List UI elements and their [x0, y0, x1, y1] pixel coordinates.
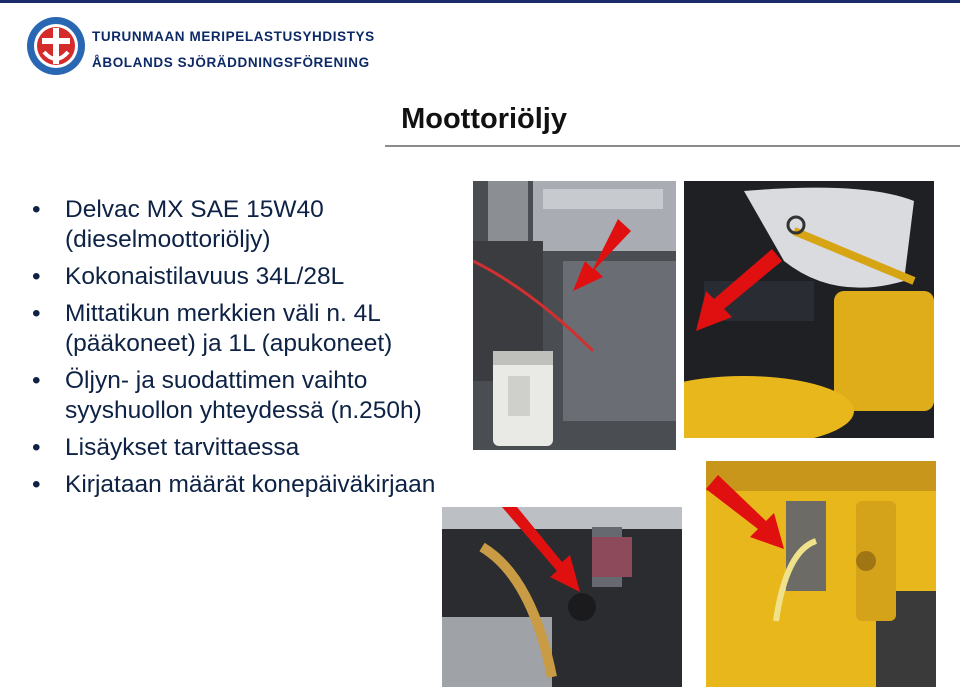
title-divider	[385, 145, 960, 147]
top-rule	[0, 0, 960, 3]
bullet-text: Öljyn- ja suodattimen vaihto syyshuollon yhteydessä (n.250h)	[65, 367, 422, 424]
photo-auxiliary-engine	[442, 507, 682, 687]
bullet-icon: •	[32, 367, 41, 394]
bullet-item	[26, 433, 466, 463]
bullet-item	[26, 299, 466, 359]
photo-yellow-engine-dipstick	[706, 461, 936, 687]
photo-dipstick-close-up	[684, 181, 934, 438]
bullet-item	[26, 470, 466, 500]
bullet-list	[26, 195, 466, 507]
bullet-text: Kokonaistilavuus 34L/28L	[65, 263, 345, 290]
bullet-icon: •	[32, 196, 41, 223]
org-name-finnish: TURUNMAAN MERIPELASTUSYHDISTYS	[92, 29, 375, 44]
bullet-icon: •	[32, 300, 41, 327]
slide-title: Moottoriöljy	[401, 103, 567, 135]
bullet-text: Kirjataan määrät konepäiväkirjaan	[65, 471, 436, 498]
bullet-text: Lisäykset tarvittaessa	[65, 434, 300, 461]
bullet-icon: •	[32, 263, 41, 290]
photo-engine-oil-filter	[473, 181, 676, 450]
bullet-icon: •	[32, 434, 41, 461]
bullet-item	[26, 195, 466, 255]
bullet-text: Delvac MX SAE 15W40 (dieselmoottoriöljy)	[65, 196, 324, 253]
bullet-item	[26, 366, 466, 426]
bullet-item	[26, 262, 466, 292]
organization-name	[92, 24, 375, 76]
bullet-text: Mittatikun merkkien väli n. 4L (pääkoneet) ja 1L (apukoneet)	[65, 300, 393, 357]
org-name-swedish: ÅBOLANDS SJÖRÄDDNINGSFÖRENING	[92, 55, 370, 70]
organization-logo-icon	[26, 16, 86, 76]
anchor-cross-emblem-icon	[26, 16, 86, 76]
bullet-icon: •	[32, 471, 41, 498]
